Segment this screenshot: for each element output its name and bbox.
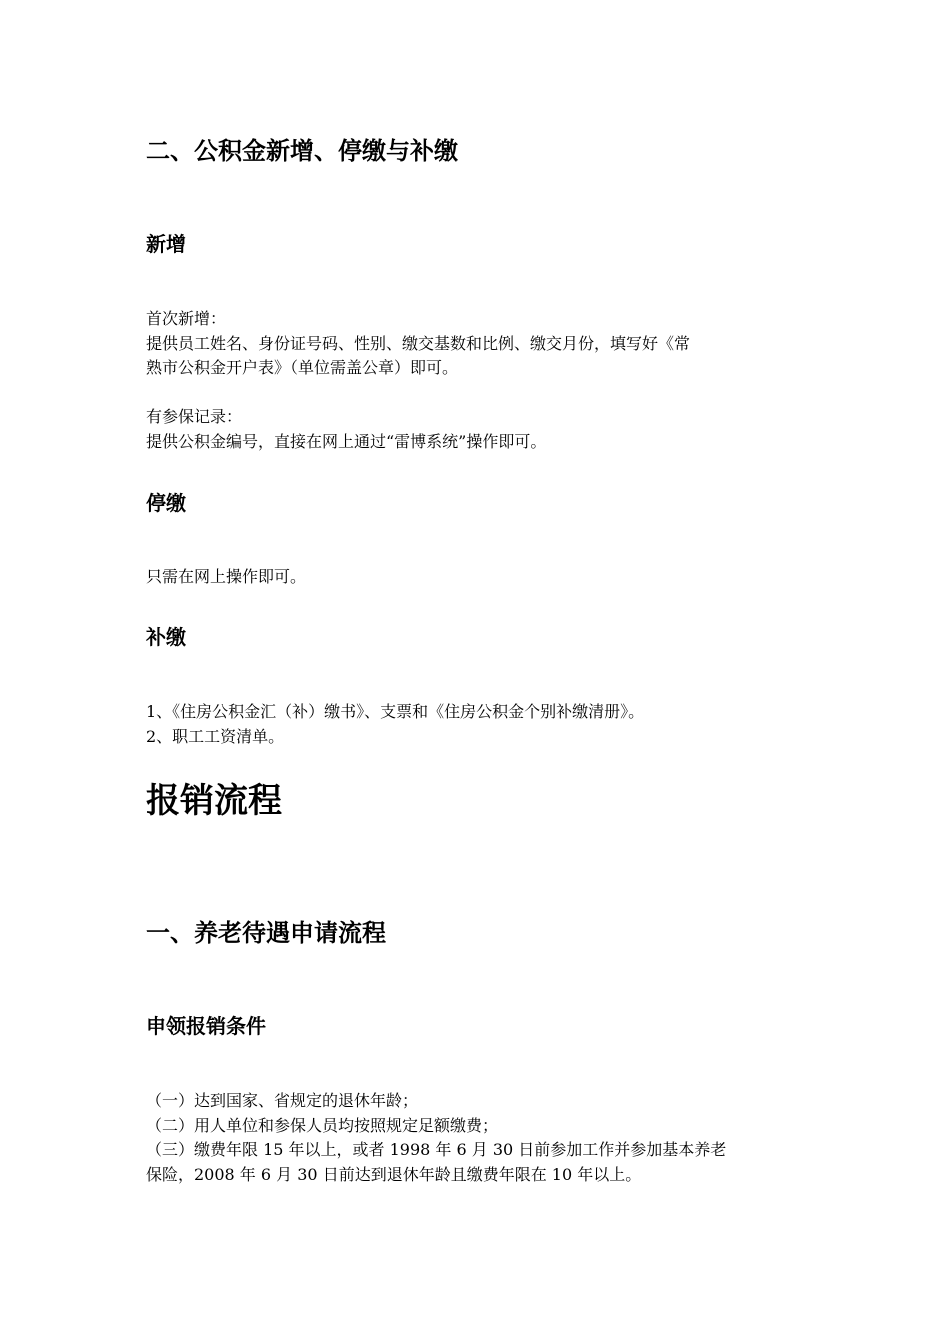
subheading-add-block [146,231,810,257]
first-add-label: 首次新增： [146,309,227,328]
reimburse-title-block [146,780,810,822]
pension-heading-block [146,918,810,948]
supplement-list [146,700,810,749]
condition-item: （二）用人单位和参保人员均按照规定足额缴费； [146,1115,499,1135]
section-heading-fund [146,136,810,166]
stop-paragraph [146,565,810,590]
has-record-text [146,405,810,454]
first-add-text [146,307,810,381]
heading-supplement: 补缴 [146,625,186,649]
subheading-supplement-block [146,624,810,650]
has-record-line1: 提供公积金编号，直接在网上通过“雷博系统”操作即可。 [146,431,547,451]
has-record-paragraph [146,405,810,454]
supplement-item: 1、《住房公积金汇（补）缴书》、支票和《住房公积金个别补缴清册》。 [146,702,645,721]
heading-reimburse: 报销流程 [146,781,282,821]
conditions-list [146,1089,810,1187]
supplement-text [146,700,810,749]
subheading-stop-block [146,490,810,516]
stop-text: 只需在网上操作即可。 [146,567,307,586]
has-record-label: 有参保记录： [146,407,243,426]
heading-stop: 停缴 [146,491,186,515]
condition-item: 保险，2008 年 6 月 30 日前达到退休年龄且缴费年限在 10 年以上。 [146,1164,642,1184]
first-add-paragraph [146,307,810,381]
conditions-text [146,1089,810,1187]
heading-fund: 二、公积金新增、停缴与补缴 [146,137,458,165]
condition-item: （三）缴费年限 15 年以上，或者 1998 年 6 月 30 日前参加工作并参加基本养老 [146,1140,727,1159]
heading-pension: 一、养老待遇申请流程 [146,919,386,947]
supplement-item: 2、职工工资清单。 [146,726,285,746]
first-add-line1: 提供员工姓名、身份证号码、性别、缴交基数和比例、缴交月份，填写好《常 [146,333,691,353]
first-add-line2: 熟市公积金开户表》（单位需盖公章）即可。 [146,358,459,377]
heading-conditions: 申领报销条件 [146,1014,266,1038]
heading-add: 新增 [146,232,186,256]
conditions-heading-block [146,1013,810,1039]
condition-item: （一）达到国家、省规定的退休年龄； [146,1091,419,1110]
